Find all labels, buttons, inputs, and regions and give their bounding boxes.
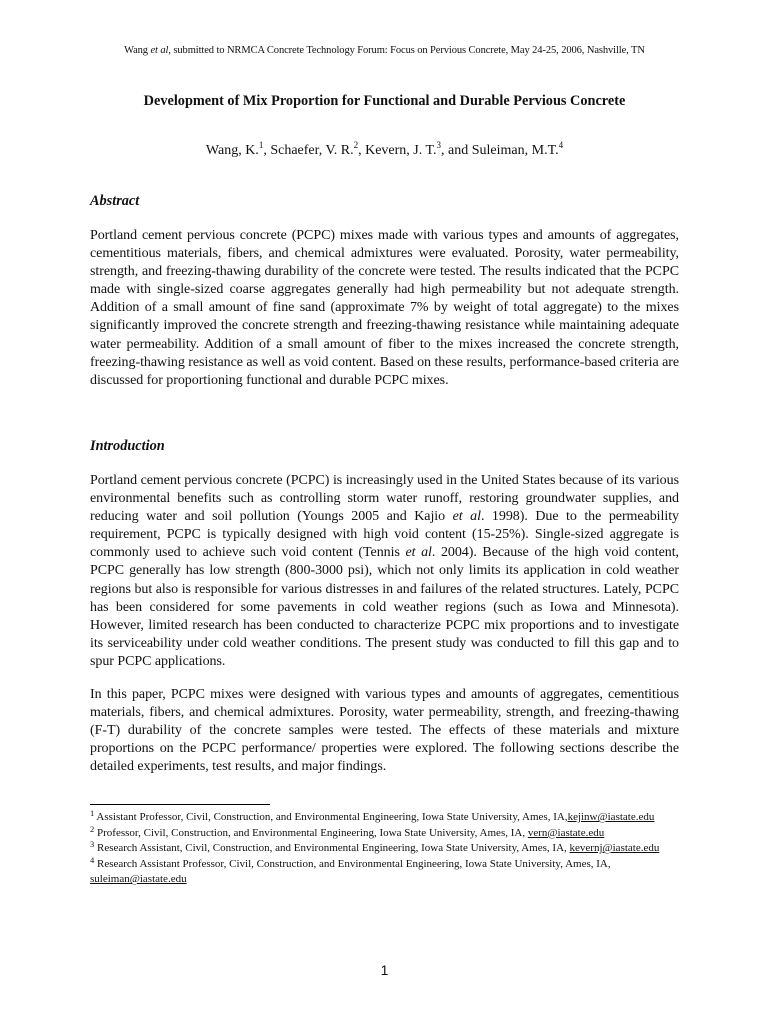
introduction-paragraph-2: In this paper, PCPC mixes were designed with various types and amounts of aggregates, cementitious materials, fibers, and chemical admixtures. Porosity, water permeability, strength, and freezing-thawing (F-T) durability of the concrete samples were tested. The effects of these materials and mixture proportions on the PCPC performance/ properties were explored. The following sections describe the detailed experiments, test results, and major findings. (90, 687, 679, 775)
running-head (90, 45, 679, 56)
intro-text-segment: . 2004). Because of the high void content, PCPC generally has low strength (800-3000 psi), which not only limits its application in cold weather regions but also is responsible for various distresses in and failures of the related structures. Lately, PCPC has been considered for some pavements in cold weather regions (such as Iowa and Minnesota). However, limited research has been conducted to characterize PCPC mix proportions and to investigate its serviceability under cold weather conditions. The present study was conducted to fill this gap and to spur PCPC applications. (90, 545, 679, 669)
author-name: , Kevern, J. T. (358, 143, 437, 158)
footnote-text: Research Assistant, Civil, Construction, and Environmental Engineering, Iowa State University, Ames, IA, (94, 842, 570, 855)
introduction-paragraph-1 (90, 472, 679, 671)
running-head-etal: et al (150, 45, 169, 56)
running-head-authors: Wang (124, 45, 151, 56)
footnote-3 (90, 841, 679, 857)
footnote-email-link[interactable]: suleiman@iastate.edu (90, 873, 187, 886)
abstract-heading: Abstract (90, 193, 140, 209)
footnote-number: 2 (90, 823, 95, 834)
introduction-heading: Introduction (90, 438, 165, 454)
footnote-number: 4 (90, 854, 95, 865)
footnote-number: 1 (90, 808, 95, 818)
author-name: , and Suleiman, M.T. (441, 143, 559, 158)
intro-text-segment: . 1998). Due to the permeability requirement, PCPC is typically designed with high void content (15-25%). Single-sized aggregate is commonly used to achieve such void content (Tennis (90, 509, 679, 561)
footnote-separator (90, 804, 270, 805)
footnote-1 (90, 810, 679, 826)
footnotes (90, 810, 679, 888)
page-number: 1 (380, 962, 389, 978)
footnote-number: 3 (90, 839, 95, 850)
intro-text-segment: Portland cement pervious concrete (PCPC) is increasingly used in the United States because of its various environmental benefits such as controlling storm water runoff, restoring groundwater supplies, and reducing water and soil pollution (Youngs 2005 and Kajio (90, 473, 679, 525)
author-name: Wang, K. (205, 143, 259, 158)
footnote-email-link[interactable]: vern@iastate.edu (527, 826, 605, 839)
footnote-text: Assistant Professor, Civil, Construction, and Environmental Engineering, Iowa State University, Ames, IA, (94, 811, 568, 823)
intro-etal: et al (405, 545, 432, 561)
author-list (90, 140, 679, 159)
footnote-text: Research Assistant Professor, Civil, Construction, and Environmental Engineering, Iowa State University, Ames, IA, (94, 857, 611, 870)
author-affiliation-mark: 2 (353, 140, 359, 150)
author-name: , Schaefer, V. R. (263, 143, 354, 158)
footnote-4 (90, 854, 679, 888)
author-affiliation-mark: 1 (258, 140, 264, 150)
footnote-email-link[interactable]: kejinw@iastate.edu (567, 811, 655, 823)
author-affiliation-mark: 3 (436, 140, 442, 150)
footnote-email-link[interactable]: kevernj@iastate.edu (569, 842, 660, 855)
footnote-2 (90, 823, 679, 842)
author-affiliation-mark: 4 (558, 140, 564, 150)
abstract-text: Portland cement pervious concrete (PCPC) mixes made with various types and amounts of aggregates, cementitious materials, fibers, and chemical admixtures were evaluated. Porosity, water permeability, strength, and freezing-thawing durability of the concrete were tested. The results indicated that the PCPC made with single-sized coarse aggregates generally had high permeability but not adequate strength. Addition of a small amount of fine sand (approximate 7% by weight of total aggregate) to the mixes significantly improved the concrete strength and freezing-thawing resistance while maintaining adequate water permeability. Addition of a small amount of fiber to the mixes increased the concrete strength, freezing-thawing resistance as well as void content. Based on these results, performance-based criteria are discussed for proportioning functional and durable PCPC mixes. (90, 228, 680, 388)
footnote-text: Professor, Civil, Construction, and Environmental Engineering, Iowa State University, Ames, IA, (94, 826, 528, 839)
paper-title: Development of Mix Proportion for Functional and Durable Pervious Concrete (143, 93, 626, 109)
intro-etal: et al (452, 509, 481, 525)
running-head-venue: , submitted to NRMCA Concrete Technology Forum: Focus on Pervious Concrete, May 24-25, 2006, Nashville, TN (168, 45, 645, 56)
